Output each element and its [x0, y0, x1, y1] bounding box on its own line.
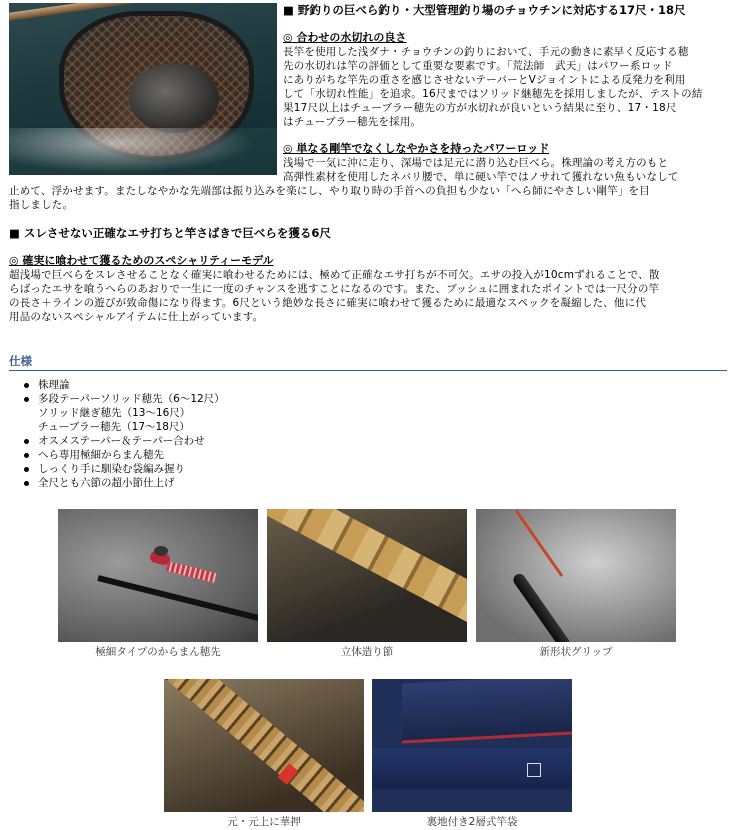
caption-butt-section: 元・元上に華押 — [227, 816, 301, 828]
section1-heading: ■ 野釣りの巨べら釣り・大型管理釣り場のチョウチンに対応する17尺・18尺 — [283, 3, 686, 17]
tip-wrap — [166, 561, 217, 583]
photo-butt-section — [164, 679, 364, 812]
spec-item — [24, 448, 225, 462]
text-line: の長さ＋ラインの遊びが致命傷になり得ます。6尺という絶妙な長さに確実に喰わせて獲るために最適なスペックを凝縮した、他に代 — [9, 297, 647, 309]
spec-text: しっくり手に馴染む袋編み握り — [38, 463, 185, 475]
spec-item — [24, 462, 225, 476]
fish — [129, 63, 219, 133]
specs-divider — [9, 370, 727, 371]
text-line: 先の水切れは竿の評価として重要な要素です。「荒法師 武天」はパワー系ロッド — [283, 60, 673, 72]
grip — [511, 572, 607, 642]
text-line: 止めて、浮かせます。またしなやかな先端部は振り込みを楽にし、やり取り時の手首への負担も少ない「へら師にやさしい剛竿」を目 — [9, 185, 650, 197]
bullet-icon — [24, 439, 29, 444]
specs-title: 仕様 — [9, 354, 32, 368]
text-line: 長竿を使用した浅ダナ・チョウチンの釣りにおいて、手元の動きに素早く反応する穂 — [283, 46, 689, 58]
bullet-icon — [24, 397, 29, 402]
spec-text: オスメステーパー＆テーパー合わせ — [38, 435, 205, 447]
bullet-icon — [24, 383, 29, 388]
spec-text: へら専用極細からまん穂先 — [38, 449, 164, 461]
photo-bamboo-joint — [267, 509, 467, 642]
bullet-icon — [24, 453, 29, 458]
tip-end — [154, 546, 168, 556]
spec-text: 多段テーパーソリッド穂先（6〜12尺） — [38, 393, 225, 405]
text-line: 用品のないスペシャルアイテムに仕上がっています。 — [9, 311, 264, 323]
butt-segment — [164, 679, 364, 812]
water-splash — [9, 128, 277, 175]
spec-text: チューブラー穂先（17〜18尺） — [38, 421, 190, 433]
section2-body — [9, 268, 731, 324]
photo-rod-bag — [372, 679, 572, 812]
spec-item — [24, 434, 225, 448]
spec-item — [24, 392, 225, 434]
bag-flap — [402, 679, 572, 743]
caption-grip: 新形状グリップ — [539, 646, 613, 658]
sub1-title: ◎ 合わせの水切れの良さ — [283, 31, 407, 44]
caption-bamboo-joint: 立体造り節 — [340, 646, 394, 658]
sub2-body-narrow — [283, 156, 728, 184]
section2-sub-title: ◎ 確実に喰わせて獲るためのスペシャリティーモデル — [9, 254, 274, 267]
photo-rod-tip — [58, 509, 258, 642]
spec-text: 全尺とも六節の超小節仕上げ — [38, 477, 175, 489]
seal-mark — [527, 763, 541, 777]
text-line: はチューブラー穂先を採用。 — [283, 116, 422, 128]
hero-photo-landing-net — [9, 3, 277, 175]
bullet-icon — [24, 481, 29, 486]
text-line: して「水切れ性能」を追求。16尺まではソリッド継穂先を採用しましたが、テストの結 — [283, 88, 703, 100]
bag-band — [372, 749, 572, 789]
sub2-title: ◎ 単なる剛竿でなくしなやかさを持ったパワーロッド — [283, 142, 550, 155]
spec-text: 株理論 — [38, 379, 70, 391]
sub1-body — [283, 45, 728, 129]
text-line: 超浅場で巨べらをスレさせることなく確実に喰わせるためには、極めて正確なエサ打ちが不可欠。エサの投入が10cmずれることで、散 — [9, 269, 660, 281]
sub2-body-full — [9, 184, 731, 212]
text-line: 高弾性素材を使用したネバリ腰で、単に硬い竿ではノサれて獲れない魚もいなして — [283, 171, 679, 183]
spec-item — [24, 476, 225, 490]
rod-upper — [515, 510, 563, 577]
spec-text: ソリッド継ぎ穂先（13〜16尺） — [38, 407, 191, 419]
text-line: 浅場で一気に沖に走り、深場では足元に潜り込む巨べら。株理論の考え方のもと — [283, 157, 669, 169]
caption-rod-bag: 裏地付き2層式竿袋 — [426, 816, 518, 828]
text-line: 果17尺以上はチューブラー穂先の方が水切れが良いという結果に至り、17・18尺 — [283, 102, 677, 114]
bullet-icon — [24, 467, 29, 472]
text-line: 指しました。 — [9, 199, 74, 211]
bamboo-segment — [267, 509, 467, 642]
section2-heading: ■ スレさせない正確なエサ打ちと竿さばきで巨べらを獲る6尺 — [9, 226, 331, 240]
text-line: にありがちな竿先の重さを感じさせないテーパーとVジョイントによる反発力を利用 — [283, 74, 686, 86]
photo-grip — [476, 509, 676, 642]
specs-list — [24, 378, 225, 490]
spec-item — [24, 378, 225, 392]
caption-rod-tip: 極細タイプのからまん穂先 — [95, 646, 221, 658]
text-line: らばったエサを喰うへらのあおりで一生に一度のチャンスを逃すことになるのです。また、ブッシュに囲まれたポイントでは一尺分の竿 — [9, 283, 660, 295]
rod-tip — [97, 575, 258, 629]
